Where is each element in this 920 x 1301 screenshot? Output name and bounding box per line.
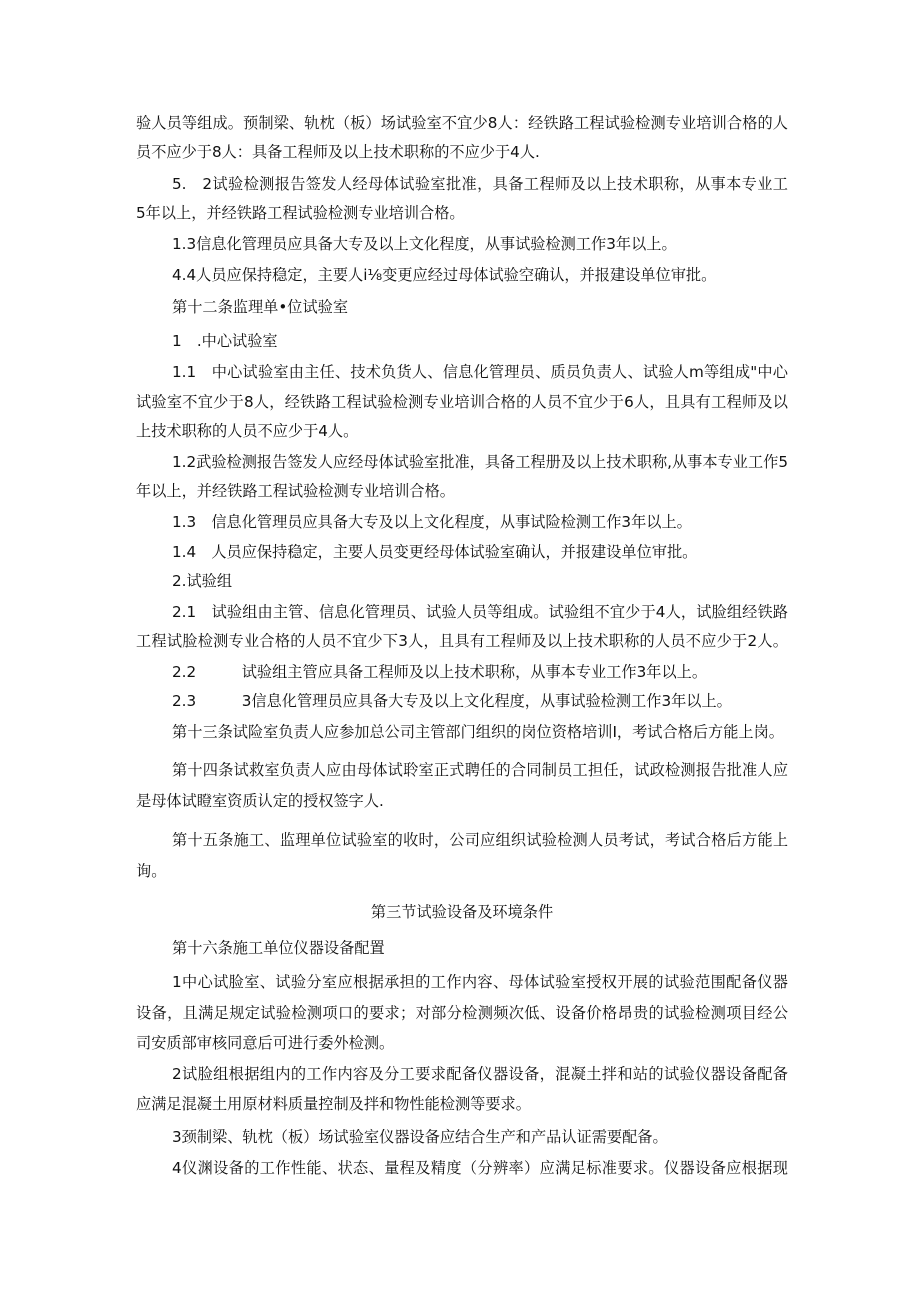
text-line: 2.3 3信息化管理员应具备大专及以上文化程度，从事试验检测工作3年以上。: [172, 692, 732, 710]
text-line: 验人员等组成。预制梁、轨枕（板）场试验室不宜少8人：经铁路工程试验检测专业培训合格的人: [136, 114, 788, 132]
text-line: 4仪渊设备的工作性能、状态、量程及精度（分辨率）应满足标准要求。仪器设备应根据现: [172, 1159, 788, 1177]
text-line: 1.3 信息化管理员应具备大专及以上文化程度，从事试险检测工作3年以上。: [172, 513, 692, 531]
text-line: 试验室不宜少于8人，经铁路工程试验检测专业培训合格的人员不宜少于6人，且具有工程师及以: [136, 393, 788, 411]
text-line: 设备，且满足规定试验检测项口的要求；对部分检测频次低、设备价格昂贵的试验检测项目经公: [136, 1004, 788, 1022]
text-line: 工程试脸检测专业合格的人员不宜少下3人，且具有工程师及以上技术职称的人员不应少于2人。: [136, 632, 788, 650]
text-line: 2.2 试验组主管应具备工程师及以上技术职称，从事本专业工作3年以上。: [172, 663, 708, 681]
text-line: 3颈制梁、轨枕（板）场试验室仪器设备应结合生产和产品认证需要配备。: [172, 1128, 668, 1146]
text-line: 1.2武验检测报告签发人应经母体试验室批准，具备工程册及以上技术职称,从事本专业工作5: [172, 453, 788, 471]
text-line: 5. 2试验检测报告签发人经母体试验室批准，具备工程师及以上技术职称，从事本专业工: [172, 175, 788, 193]
text-line: 1 .中心试验室: [172, 332, 278, 350]
text-line: 应满足混凝土用原材料质量控制及拌和物性能检测等要求。: [136, 1095, 531, 1113]
text-line: 2.1 试验组由主管、信息化管理员、试验人员等组成。试验组不宜少于4人，试脸组经铁路: [172, 603, 788, 621]
text-line: 4.4人员应保持稳定，主要人i⅛变更应经过母体试验空确认，并报建设单位审批。: [172, 266, 717, 284]
text-line: 是母体试瞪室资质认定的授权签字人.: [136, 792, 384, 810]
text-line: 第十三条试险室负责人应参加总公司主管部门组织的岗位资格培训Ⅰ，考试合格后方能上岗。: [172, 723, 784, 741]
text-line: 第十六条施工单位仪器设备配置: [172, 939, 385, 957]
text-line: 员不应少于8人：具备工程师及以上技术职称的不应少于4人.: [136, 143, 540, 161]
section-title: 第三节试验设备及环境条件: [370, 903, 554, 921]
section-heading: 第十二条监理单•位试验室: [172, 298, 349, 316]
text-line: 2试脸组根据组内的工作内容及分工要求配备仪器设备，混凝土拌和站的试验仪器设备配备: [172, 1065, 788, 1083]
text-line: 5年以上，并经铁路工程试验检测专业培训合格。: [136, 204, 465, 222]
text-line: 2.试验组: [172, 572, 233, 590]
text-line: 1.1 中心试验室由主任、技术负货人、信息化管理员、质员负责人、试验人m等组成"中心: [172, 363, 788, 381]
text-line: 第十五条施工、监理单位试验室的收时，公司应组织试验检测人员考试，考试合格后方能上: [172, 831, 788, 849]
text-line: 1.3信息化管理员应具备大专及以上文化程度，从事试验检测工作3年以上。: [172, 235, 677, 253]
text-line: 上技术职称的人员不应少于4人。: [136, 422, 359, 440]
text-line: 年以上，并经铁路工程试验检测专业培训合格。: [136, 482, 455, 500]
text-line: 1中心试脸室、试验分室应根据承担的工作内容、母体试验室授权开展的试验范围配备仪器: [172, 973, 788, 991]
text-line: 询。: [136, 862, 167, 880]
text-line: 司安质部审核同意后可进行委外检测。: [136, 1034, 395, 1052]
text-line: 第十四条试救室负责人应由母体试聆室正式聘任的合同制员工担任，试政检测报告批准人应: [172, 761, 788, 779]
text-line: 1.4 人员应保持稳定，主要人员变更经母体试验室确认，并报建设单位审批。: [172, 543, 698, 561]
